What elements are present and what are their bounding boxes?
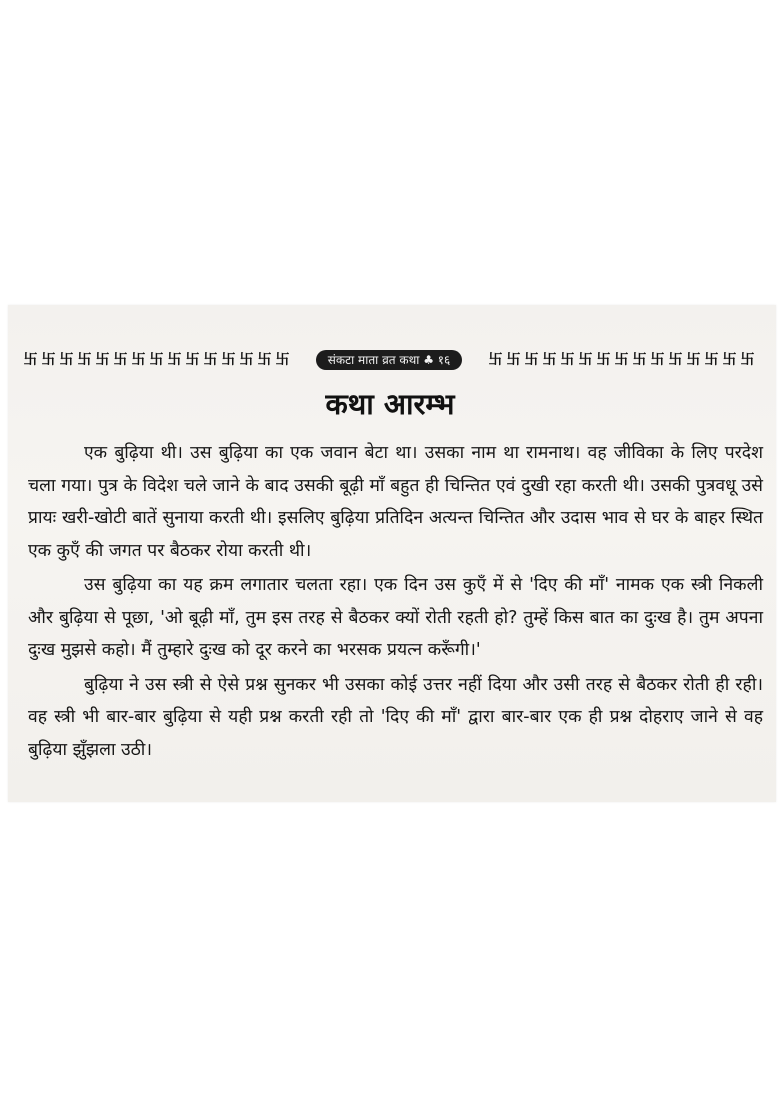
- story-body: [28, 437, 763, 766]
- ornament-glyph: 卐: [506, 352, 521, 368]
- ornament-glyph: 卐: [59, 352, 74, 368]
- ornament-glyph: 卐: [167, 352, 182, 368]
- ornament-glyph: 卐: [203, 352, 218, 368]
- ornament-glyph: 卐: [722, 352, 737, 368]
- story-title: कथा आरम्भ: [325, 387, 455, 421]
- ornament-glyph: 卐: [596, 352, 611, 368]
- ornament-glyph: 卐: [578, 352, 593, 368]
- ornament-glyph: 卐: [131, 352, 146, 368]
- ornament-glyph: 卐: [77, 352, 92, 368]
- ornament-glyph: 卐: [704, 352, 719, 368]
- ornament-glyph: 卐: [41, 352, 56, 368]
- ornament-glyph: 卐: [524, 352, 539, 368]
- ornament-glyph: 卐: [560, 352, 575, 368]
- ornament-glyph: 卐: [614, 352, 629, 368]
- ornament-glyph: 卐: [488, 352, 503, 368]
- ornament-glyph: 卐: [275, 352, 290, 368]
- ornament-glyph: 卐: [23, 352, 38, 368]
- ornament-glyph: 卐: [740, 352, 755, 368]
- ornament-glyph: 卐: [239, 352, 254, 368]
- ornament-glyph: 卐: [542, 352, 557, 368]
- ornament-glyph: 卐: [113, 352, 128, 368]
- ornament-glyph: 卐: [95, 352, 110, 368]
- ornament-glyph: 卐: [632, 352, 647, 368]
- ornament-glyph: 卐: [686, 352, 701, 368]
- running-title: संकटा माता व्रत कथा ♣ १६: [316, 350, 463, 370]
- ornament-row-right: [487, 350, 756, 370]
- paragraph-1: एक बुढ़िया थी। उस बुढ़िया का एक जवान बेटा था। उसका नाम था रामनाथ। वह जीविका के लिए परदेश चला गया। पुत्र के विदेश चले जाने के बाद उसकी बूढ़ी माँ बहुत ही चिन्तित एवं दुखी रहा करती थी। उसकी पुत्रवधू उसे प्रायः खरी-खोटी बातें सुनाया करती थी। इसलिए बुढ़िया प्रतिदिन अत्यन्त चिन्तित और उदास भाव से घर के बाहर स्थित एक कुएँ की जगत पर बैठकर रोया करती थी।: [28, 443, 763, 561]
- ornament-glyph: 卐: [149, 352, 164, 368]
- paragraph-2: उस बुढ़िया का यह क्रम लगातार चलता रहा। एक दिन उस कुएँ में से 'दिए की माँ' नामक एक स्त्री निकली और बुढ़िया से पूछा, 'ओ बूढ़ी माँ, तुम इस तरह से बैठकर क्यों रोती रहती हो? तुम्हें किस बात का दुःख है। तुम अपना दुःख मुझसे कहो। मैं तुम्हारे दुःख को दूर करने का भरसक प्रयत्न करूँगी।': [28, 575, 763, 660]
- ornament-glyph: 卐: [257, 352, 272, 368]
- ornament-glyph: 卐: [650, 352, 665, 368]
- running-header: [22, 350, 756, 370]
- ornament-row-left: [22, 350, 291, 370]
- ornament-glyph: 卐: [185, 352, 200, 368]
- paragraph-3: बुढ़िया ने उस स्त्री से ऐसे प्रश्न सुनकर भी उसका कोई उत्तर नहीं दिया और उसी तरह से बैठकर रोती ही रही। वह स्त्री भी बार-बार बुढ़िया से यही प्रश्न करती रही तो 'दिए की माँ' द्वारा बार-बार एक ही प्रश्न दोहराए जाने से वह बुढ़िया झुँझला उठी।: [28, 674, 763, 760]
- ornament-glyph: 卐: [221, 352, 236, 368]
- ornament-glyph: 卐: [668, 352, 683, 368]
